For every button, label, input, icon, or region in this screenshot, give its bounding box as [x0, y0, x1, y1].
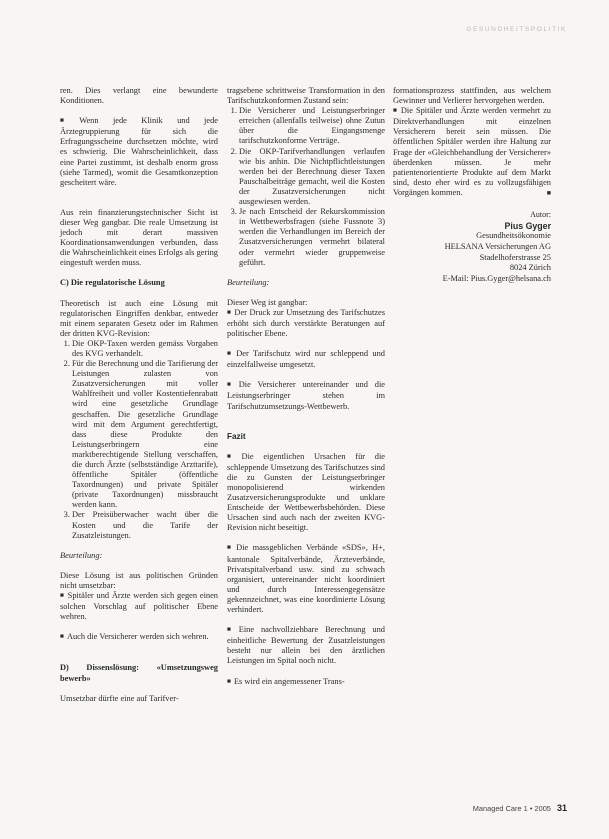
paragraph: Aus rein finanzierungstechnischer Sicht ist dieser Weg gangbar. Die reale Umsetzung ist jedoch mit derart massiven Koordinationsanwendungen verbunden, dass die Wahrscheinlichkeit eines Erfolgs als gering eingestuft werden muss. — [60, 207, 218, 268]
list-item: 3. Der Preisüberwacher wacht über die Kosten und die Tarife der Zusatzleistungen. — [72, 510, 218, 540]
bullet-item: ■ Der Tarifschutz wird nur schleppend und einzelfallweise umgesetzt. — [227, 349, 385, 370]
paragraph: ren. Dies verlangt eine bewunderte Konditionen. — [60, 86, 218, 106]
bullet-item: ■ Die massgeblichen Verbände «SDS», H+, kantonale Spitalverbände, Ärzteverbände, Privatspitalverband usw. sind zu schwach organisiert, untereinander nicht koordiniert und durch Interessengegensätze gekennzeichnet, was eine koordinierte Lösung verhindert. — [227, 543, 385, 615]
author-name: Pius Gyger — [504, 220, 551, 231]
list-item: 3. Je nach Entscheid der Rekurskommission in Wettbewerbsfragen (siehe Fussnote 3) werden die Verhandlungen im Bereich der Zusatzversicherungen vermehrt bilateral oder vermehrt wieder gruppenweise geführt. — [239, 207, 385, 268]
bullet-item: ■ Die eigentlichen Ursachen für die schleppende Umsetzung des Tarifschutzes sind die zu Gunsten der Leistungserbringer monopolisierend wirkenden Zusatzversicherungsprodukte und unklare Entscheide der Wettbewerbsbehörden. Diese Ursachen sind auch nach der zweiten KVG-Revision nicht beseitigt. — [227, 452, 385, 534]
column-2 — [227, 86, 385, 698]
journal-name: Managed Care 1 • 2005 — [472, 804, 551, 813]
paragraph: Dieser Weg ist gangbar: — [227, 297, 308, 307]
list-item: 1. Die Versicherer und Leistungserbringer erreichen (allenfalls teilweise) ohne Zutun über die Eingangsmenge tarifschutzkonforme Verträge. — [239, 106, 385, 146]
numbered-list — [227, 106, 385, 268]
page-number: 31 — [556, 803, 567, 813]
author-title: Gesundheitsökonomie — [476, 231, 551, 241]
section-heading: C) Die regulatorische Lösung — [60, 278, 165, 288]
author-email: E-Mail: Pius.Gyger@helsana.ch — [442, 273, 551, 283]
bullet-item: ■ Die Spitäler und Ärzte werden vermehrt zu Direktverhandlungen mit einzelnen Versicherern bereit sein müssen. Die öffentlichen Spitäler werden ihre Haltung zur Frage der «Gleichbehandlung der Versicherer» überdenken müssen. Je mehr patientenorientierte Produkte auf dem Markt sind, desto eher wird es zu vollzugsfähigen Vorgängen kommen. — [393, 106, 551, 198]
numbered-list — [60, 339, 218, 541]
author-role: Autor: — [530, 210, 551, 220]
author-street: Stadelhoferstrasse 25 — [479, 252, 551, 262]
section-heading: D) Dissenslösung: «Umsetzungsweg bewerb» — [60, 663, 218, 683]
list-item: 2. Für die Berechnung und die Tarifierung der Leistungen zulasten von Zusatzversicherungen mit voller Wahlfreiheit und voller Kostentiefenrabatt wird eine gesetzliche Grundlage geschaffen. Die gesetzliche Grundlage wird mit dem Argument gerechtfertigt, dass diese Produkte den Leistungserbringern eine marktberechtigende Stellung verschaffen, die durch Ärzte (selbstständige Arzttarife), öffentliche Spitäler (öffentliche Taxordnungen) und private Spitäler (private Taxordnungen) missbraucht werden kann. — [72, 359, 218, 510]
column-1 — [60, 86, 218, 714]
bullet-item: ■ Die Versicherer untereinander und die Leistungserbringer stehen im Tarifschutzumsetzungs-Wettbewerb. — [227, 380, 385, 411]
column-3 — [393, 86, 551, 284]
paragraph: Diese Lösung ist aus politischen Gründen nicht umsetzbar: — [60, 570, 218, 590]
paragraph: Umsetzbar dürfte eine auf Tarifver- — [60, 693, 179, 703]
author-city: 8024 Zürich — [509, 263, 551, 273]
subheading: Beurteilung: — [60, 550, 103, 560]
bullet-item: ■ Es wird ein angemessener Trans- — [227, 677, 385, 688]
page-footer — [473, 803, 567, 813]
list-item: 2. Die OKP-Tarifverhandlungen verlaufen wie bis anhin. Die Nichtpflichtleistungen werden bei der Berechnung dieser Taxen Pauschalbeiträge gemacht, weil die Kosten der Zusatzversicherungen nicht ausgewiesen werden. — [239, 147, 385, 208]
list-item: 1. Die OKP-Taxen werden gemäss Vorgaben des KVG verhandelt. — [72, 339, 218, 359]
author-organization: HELSANA Versicherungen AG — [444, 241, 551, 251]
bullet-item: ■ Wenn jede Klinik und jede Ärztegruppierung für sich die Erfragungsscheine durchsetzen möchte, wird es schwierig. Die Wahrscheinlichkeit, dass eine Partei zustimmt, ist deshalb enorm gross (siehe Tarmed), womit die Gesamtkonzeption gescheitert wäre. — [60, 116, 218, 188]
bullet-item: ■ Eine nachvollziehbare Berechnung und einheitliche Bewertung der Zusatzleistungen besteht nur allein bei den ärztlichen Leistungen im Spital noch nicht. — [227, 625, 385, 666]
paragraph: tragsebene schrittweise Transformation in den Tarifschutzkonformen Zustand sein: — [227, 86, 385, 106]
subheading: Beurteilung: — [227, 277, 270, 287]
end-of-article-mark: ■ — [546, 189, 551, 198]
section-heading: Fazit — [227, 431, 246, 441]
author-block — [393, 210, 551, 284]
paragraph: formationsprozess stattfinden, aus welchem Gewinner und Verlierer hervorgehen werden. — [393, 86, 551, 106]
section-header: GESUNDHEITSPOLITIK — [466, 26, 567, 33]
bullet-item: ■ Auch die Versicherer werden sich wehren. — [60, 632, 218, 643]
bullet-item: ■ Spitäler und Ärzte werden sich gegen einen solchen Vorschlag auf politischer Ebene wehren. — [60, 591, 218, 622]
paragraph: Theoretisch ist auch eine Lösung mit regulatorischen Eingriffen denkbar, entweder mit einem separaten Gesetz oder im Rahmen der dritten KVG-Revision: — [60, 298, 218, 338]
bullet-item: ■ Der Druck zur Umsetzung des Tarifschutzes erhöht sich durch verstärkte Beratungen auf politischer Ebene. — [227, 308, 385, 339]
